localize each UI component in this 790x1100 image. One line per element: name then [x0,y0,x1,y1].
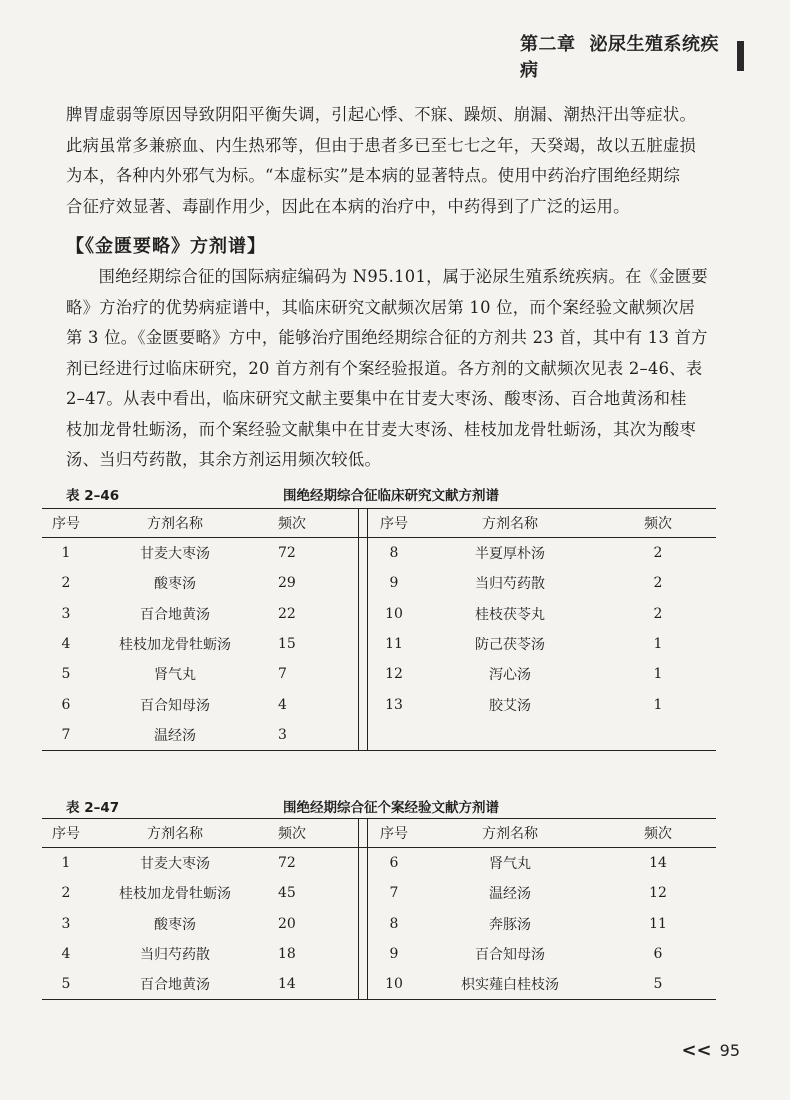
formula-name: 百合知母汤 [140,697,210,714]
formula-name [420,720,600,751]
intro-paragraph [66,100,714,222]
text-line: 第 3 位。《金匮要略》方中，能够治疗围绝经期综合征的方剂共 23 首，其中有 13 首方 [66,328,708,347]
formula-name: 甘麦大枣汤 [140,546,210,563]
text-line: 合征疗效显著、毒副作用少，因此在本病的治疗中，中药得到了广泛的运用。 [66,196,630,216]
formula-name: 枳实薤白桂枝汤 [420,969,600,1000]
frequency: 5 [600,969,716,1000]
row-number: 8 [389,915,399,932]
row-number: 5 [42,969,90,1000]
section-heading: 【《金匮要略》方剂谱】 [66,236,266,257]
table-row [42,720,716,751]
header-count: 频次 [260,509,359,538]
frequency: 29 [278,575,296,592]
header-name: 方剂名称 [90,819,260,848]
table-row [42,689,716,719]
row-number: 9 [389,575,399,592]
text-line: 脾胃虚弱等原因导致阴阳平衡失调，引起心悸、不寐、躁烦、崩漏、潮热汗出等症状。 [66,105,697,124]
text-line: 围绝经期综合征的国际病症编码为 N95.101，属于泌尿生殖系统疾病。在《金匮要 [98,267,708,286]
row-number: 3 [61,915,71,932]
text-line: 剂已经进行过临床研究，20 首方剂有个案经验报道。各方剂的文献频次见表 2–46、表 [66,358,703,378]
frequency: 4 [278,696,287,713]
frequency: 20 [278,915,296,932]
table-row [42,878,716,908]
chapter-number: 第二章 [520,34,576,55]
row-number: 11 [385,636,403,653]
row-number: 4 [61,946,71,963]
column-separator [359,659,368,689]
case-experience-table [42,818,716,1000]
row-number: 13 [385,696,403,713]
row-number: 8 [389,545,399,562]
row-number: 10 [368,969,421,1000]
frequency: 7 [278,666,287,683]
section-paragraph [66,262,714,476]
table-title: 围绝经期综合征个案经验文献方剂谱 [283,800,499,816]
header-no: 序号 [368,819,421,848]
formula-name: 百合地黄汤 [140,606,210,623]
frequency: 1 [653,666,663,683]
frequency: 6 [653,946,663,963]
frequency: 14 [649,855,667,872]
chapter-heading [520,30,727,82]
table-number: 表 2–46 [66,488,120,504]
row-number: 3 [61,605,71,622]
row-number: 2 [61,575,71,592]
formula-name: 甘麦大枣汤 [140,856,210,873]
page-arrows: << [681,1040,712,1061]
table-row [42,909,716,939]
row-number: 6 [61,696,71,713]
column-separator [359,599,368,629]
column-separator [359,969,368,1000]
column-separator [359,819,368,848]
formula-name: 温经汤 [90,720,260,751]
header-name: 方剂名称 [420,509,600,538]
table-row [42,939,716,969]
header-count: 频次 [600,509,716,538]
formula-name: 当归芍药散 [475,576,545,593]
page-footer [681,1040,740,1061]
header-count: 频次 [600,819,716,848]
header-no: 序号 [42,509,90,538]
frequency: 72 [278,545,296,562]
table-row [42,568,716,598]
text-line: 略》方治疗的优势病症谱中，其临床研究文献频次居第 10 位，而个案经验文献频次居 [66,297,696,317]
row-number: 4 [61,636,71,653]
column-separator [359,689,368,719]
table-number: 表 2–47 [66,800,120,816]
formula-name: 百合知母汤 [475,947,545,964]
frequency: 2 [653,575,663,592]
formula-name: 当归芍药散 [140,947,210,964]
column-separator [359,509,368,538]
column-separator [359,629,368,659]
clinical-research-table [42,508,716,751]
row-number: 2 [61,885,71,902]
formula-name: 百合地黄汤 [90,969,260,1000]
table-title: 围绝经期综合征临床研究文献方剂谱 [283,488,499,504]
table-row [42,848,716,879]
formula-name: 肾气丸 [154,667,196,684]
row-number [368,720,421,751]
text-line: 此病虽常多兼瘀血、内生热邪等，但由于患者多已至七七之年，天癸竭，故以五脏虚损 [66,135,697,155]
frequency: 14 [260,969,359,1000]
header-name: 方剂名称 [90,509,260,538]
table-caption [66,484,716,506]
formula-name: 桂枝茯苓丸 [475,606,545,623]
formula-name: 桂枝加龙骨牡蛎汤 [119,637,231,654]
row-number: 7 [389,885,399,902]
text-line: 枝加龙骨牡蛎汤，而个案经验文献集中在甘麦大枣汤、桂枝加龙骨牡蛎汤，其次为酸枣 [66,419,697,439]
row-number: 10 [385,605,403,622]
header-no: 序号 [42,819,90,848]
table-row [42,629,716,659]
column-separator [359,939,368,969]
formula-name: 桂枝加龙骨牡蛎汤 [119,886,231,903]
frequency [600,720,716,751]
row-number: 7 [42,720,90,751]
row-number: 6 [389,855,399,872]
formula-name: 半夏厚朴汤 [475,546,545,563]
header-no: 序号 [368,509,421,538]
table-header-row [42,819,716,848]
formula-name: 泻心汤 [489,667,531,684]
table-row [42,969,716,1000]
column-separator [359,848,368,879]
frequency: 12 [649,885,667,902]
text-line: 2–47。从表中看出，临床研究文献主要集中在甘麦大枣汤、酸枣汤、百合地黄汤和桂 [66,389,687,408]
frequency: 45 [278,885,296,902]
formula-name: 肾气丸 [489,856,531,873]
table-row [42,599,716,629]
formula-name: 温经汤 [489,886,531,903]
formula-name: 酸枣汤 [154,576,196,593]
table-row [42,659,716,689]
table-row [42,538,716,569]
frequency: 11 [649,915,667,932]
running-header [520,34,744,81]
column-separator [359,909,368,939]
formula-name: 奔豚汤 [489,916,531,933]
frequency: 22 [278,605,296,622]
frequency: 72 [278,855,296,872]
row-number: 9 [389,946,399,963]
column-separator [359,538,368,569]
page-number: 95 [719,1041,740,1060]
table-caption [66,796,716,818]
text-line: 汤、当归芍药散，其余方剂运用频次较低。 [66,450,382,469]
frequency: 1 [653,636,663,653]
row-number: 1 [61,545,71,562]
formula-name: 防己茯苓汤 [475,637,545,654]
frequency: 1 [653,696,663,713]
frequency: 18 [278,946,296,963]
row-number: 5 [61,666,71,683]
column-separator [359,568,368,598]
frequency: 2 [653,545,663,562]
frequency: 3 [260,720,359,751]
text-line: 为本，各种内外邪气为标。“本虚标实”是本病的显著特点。使用中药治疗围绝经期综 [66,166,681,185]
column-separator [359,720,368,751]
frequency: 15 [278,636,296,653]
header-bar [737,41,744,71]
frequency: 2 [653,605,663,622]
table-header-row [42,509,716,538]
formula-name: 胶艾汤 [489,697,531,714]
header-count: 频次 [260,819,359,848]
row-number: 1 [61,855,71,872]
chapter-title: 泌尿生殖系统疾病 [520,34,719,81]
formula-name: 酸枣汤 [154,916,196,933]
row-number: 12 [385,666,403,683]
header-name: 方剂名称 [420,819,600,848]
column-separator [359,878,368,908]
